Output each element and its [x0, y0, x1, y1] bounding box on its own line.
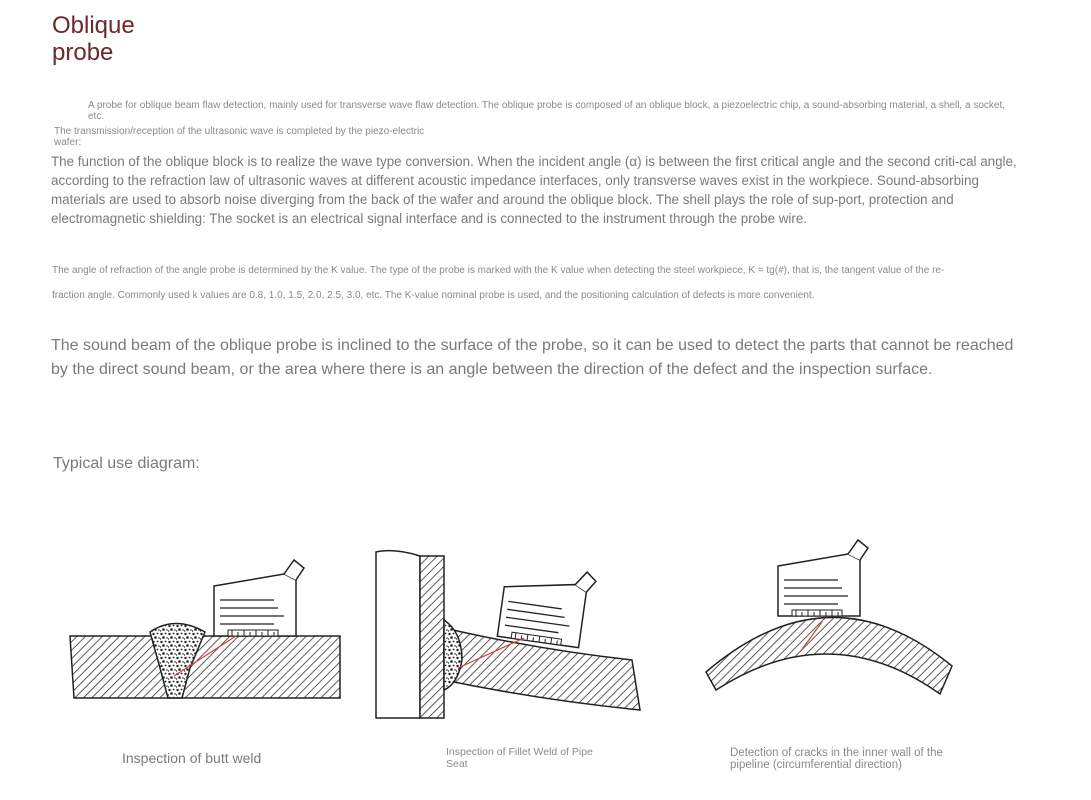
- beam-paragraph: The sound beam of the oblique probe is inclined to the surface of the probe, so it can be used to detect the parts that cannot be reached by the direct sound beam, or the area where there is an angle between the direction of the defect and the inspection surface.: [51, 337, 1014, 378]
- kvalue-paragraph-line1: The angle of refraction of the angle probe is determined by the K value. The type of the probe is marked with the K value when detecting the steel workpiece, K = tg(#), that is, the tangent value of the re-: [52, 265, 945, 276]
- intro-paragraph: A probe for oblique beam flaw detection, mainly used for transverse wave flaw detection. The oblique probe is composed of an oblique block, a piezoelectric chip, a sound-absorbing material, a shell, a socket, etc.: [88, 100, 1006, 122]
- caption-inner-wall: Detection of cracks in the inner wall of the pipeline (circumferential direction): [730, 747, 943, 771]
- inner-wall-diagram: [706, 540, 952, 694]
- intro-paragraph-2: The transmission/reception of the ultrasonic wave is completed by the piezo-electric wafer:: [54, 126, 425, 148]
- probe-icon: [214, 560, 304, 636]
- probe-icon: [778, 540, 868, 616]
- function-paragraph: The function of the oblique block is to realize the wave type conversion. When the incident angle (α) is between the first critical angle and the second criti-cal angle, according to the refraction law of ultrasonic waves at different acoustic impedance interfaces, only transverse waves exist in the workpiece. Sound-absorbing materials are used to absorb noise diverging from the back of the wafer and around the oblique block. The shell plays the role of sup-port, protection and electromagnetic shielding: The socket is an electrical signal interface and is connected to the instrument through the probe wire.: [51, 154, 1017, 226]
- kvalue-paragraph-line2: fraction angle. Commonly used k values are 0.8, 1.0, 1.5, 2.0, 2.5, 3.0, etc. The K-value nominal probe is used, and the positioning calculation of defects is more convenient.: [52, 290, 815, 301]
- probe-icon: [497, 561, 597, 649]
- caption-butt-weld: Inspection of butt weld: [122, 750, 262, 766]
- caption-fillet-weld: Inspection of Fillet Weld of Pipe Seat: [446, 746, 593, 770]
- diagram-heading: Typical use diagram:: [53, 455, 200, 472]
- page-title: Oblique probe: [52, 12, 135, 66]
- fillet-weld-diagram: [376, 551, 640, 718]
- butt-weld-diagram: [70, 560, 340, 698]
